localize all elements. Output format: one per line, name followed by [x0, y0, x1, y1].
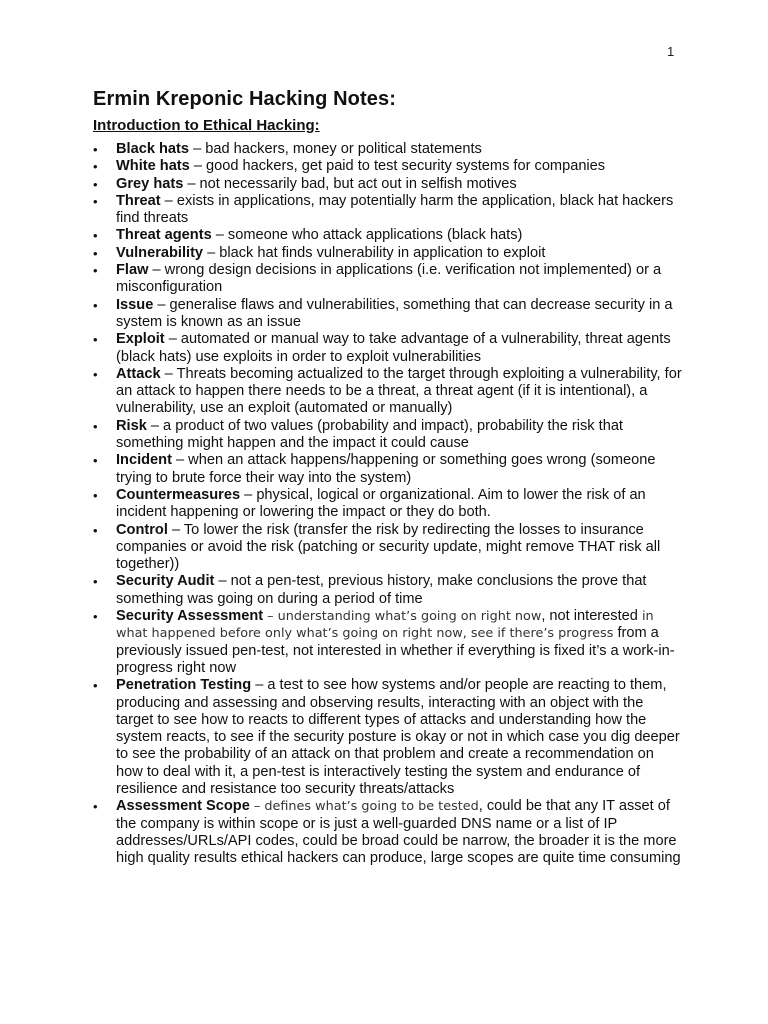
- bullet-icon: •: [93, 453, 98, 469]
- definition: – automated or manual way to take advantage of a vulnerability, threat agents (black hats) use exploits in order to exploit vulnerabilities: [116, 331, 671, 365]
- definition: – exists in applications, may potentially harm the application, black hat hackers find threats: [116, 192, 674, 227]
- term: Risk: [116, 417, 147, 434]
- definition: – To lower the risk (transfer the risk by redirecting the losses to insurance companies or avoid the risk (patching or security update, might remove THAT risk all together)): [116, 521, 661, 573]
- definition-tail: from a previously issued pen-test, not interested in whether if everything is fixed it’s a work-in-progress right now: [116, 625, 675, 676]
- bullet-icon: •: [93, 159, 98, 175]
- term: Attack: [116, 365, 161, 382]
- definition: – a product of two values (probability and impact), probability the risk that something might happen and the impact it could cause: [116, 417, 623, 452]
- bullet-icon: •: [93, 366, 98, 382]
- definition: – bad hackers, money or political statements: [189, 141, 482, 157]
- bullet-icon: •: [93, 799, 98, 815]
- definition: – generalise flaws and vulnerabilities, something that can decrease security in a system is known as an issue: [116, 296, 673, 330]
- list-item-penetration-testing: [93, 677, 683, 798]
- list-item-incident: [93, 452, 683, 487]
- list-item-exploit: [93, 331, 683, 366]
- bullet-icon: •: [93, 522, 98, 538]
- term: White hats: [116, 158, 190, 175]
- bullet-icon: •: [93, 228, 98, 244]
- definition: – black hat finds vulnerability in application to exploit: [203, 244, 546, 261]
- term: Control: [116, 521, 168, 538]
- term: Grey hats: [116, 175, 184, 192]
- definition: – good hackers, get paid to test security systems for companies: [189, 158, 606, 175]
- list-item-control: [93, 522, 683, 574]
- list-item-flaw: [93, 262, 683, 297]
- term: Countermeasures: [116, 486, 241, 503]
- bullet-icon: •: [93, 332, 98, 348]
- definition-alt: – defines what’s going to be tested: [249, 799, 479, 815]
- list-item-grey-hats: [93, 176, 683, 193]
- bullet-icon: •: [93, 142, 98, 157]
- list-item-assessment-scope: [93, 798, 683, 867]
- list-item-threat-agents: [93, 227, 683, 244]
- glossary-list: [93, 141, 683, 867]
- section-heading: Introduction to Ethical Hacking:: [93, 117, 320, 134]
- list-item-risk: [93, 418, 683, 453]
- definition: – Threats becoming actualized to the target through exploiting a vulnerability, for an attack to happen there needs to be a threat, a threat agent (if it is intentional), a vulnerability, use an exploit (automated or manually): [116, 365, 682, 417]
- definition-alt-2: in what happened before only what’s going on right now, see if there’s progress: [116, 609, 654, 642]
- list-item-countermeasures: [93, 487, 683, 522]
- bullet-icon: •: [93, 487, 98, 503]
- page-number: 1: [667, 44, 675, 59]
- definition-alt: – understanding what’s going on right now: [263, 609, 542, 625]
- definition: , could be that any IT asset of the company is within scope or is just a well-guarded DNS name or a list of IP addresses/URLs/API codes, could be broad could be narrow, the broader it is the more high quality results ethical hackers can produce, large scopes are quite time consuming: [116, 798, 681, 867]
- definition: – wrong design decisions in applications (i.e. verification not implemented) or a misconfiguration: [116, 262, 662, 296]
- bullet-icon: •: [93, 245, 98, 261]
- list-item-security-assessment: [93, 608, 683, 677]
- term: Security Audit: [116, 573, 215, 590]
- definition: – when an attack happens/happening or something goes wrong (someone trying to brute force their way into the system): [116, 452, 656, 486]
- definition: – not necessarily bad, but act out in selfish motives: [183, 175, 517, 192]
- bullet-icon: •: [93, 678, 98, 694]
- term: Black hats: [116, 141, 190, 157]
- definition: , not interested: [541, 608, 642, 625]
- document-title: Ermin Kreponic Hacking Notes:: [93, 88, 396, 110]
- term: Assessment Scope: [116, 798, 250, 815]
- list-item-attack: [93, 366, 683, 418]
- list-item-issue: [93, 297, 683, 332]
- bullet-icon: •: [93, 418, 98, 434]
- term: Threat agents: [116, 227, 212, 244]
- term: Issue: [116, 296, 154, 313]
- term: Incident: [116, 452, 172, 469]
- bullet-icon: •: [93, 609, 98, 625]
- term: Vulnerability: [116, 244, 204, 261]
- term: Flaw: [116, 262, 149, 279]
- list-item-vulnerability: [93, 245, 683, 262]
- term: Security Assessment: [116, 608, 264, 625]
- term: Threat: [116, 192, 161, 209]
- list-item-threat: [93, 193, 683, 228]
- bullet-icon: •: [93, 297, 98, 313]
- bullet-icon: •: [93, 574, 98, 590]
- bullet-icon: •: [93, 176, 98, 192]
- definition: – not a pen-test, previous history, make conclusions the prove that something was going on during a period of time: [116, 573, 647, 607]
- term: Penetration Testing: [116, 677, 252, 694]
- term: Exploit: [116, 331, 165, 348]
- list-item-security-audit: [93, 573, 683, 608]
- definition: – a test to see how systems and/or people are reacting to them, producing and assessing and observing results, interacting with an object with the target to see how to reacts to different types of attacks and understanding how the system reacts, to see if the security posture is okay or not in which case you dig deeper to see the probability of an attack on that problem and create a recommendation on how to deal with it, a pen-test is interactively testing the system and endurance of resilience and resistance too security threats/attacks: [116, 677, 680, 797]
- definition: – someone who attack applications (black hats): [211, 227, 523, 244]
- definition: – physical, logical or organizational. Aim to lower the risk of an incident happening or lowering the impact or they do both.: [116, 486, 646, 521]
- bullet-icon: •: [93, 263, 98, 279]
- list-item-black-hats: [93, 141, 683, 158]
- list-item-white-hats: [93, 158, 683, 175]
- bullet-icon: •: [93, 193, 98, 209]
